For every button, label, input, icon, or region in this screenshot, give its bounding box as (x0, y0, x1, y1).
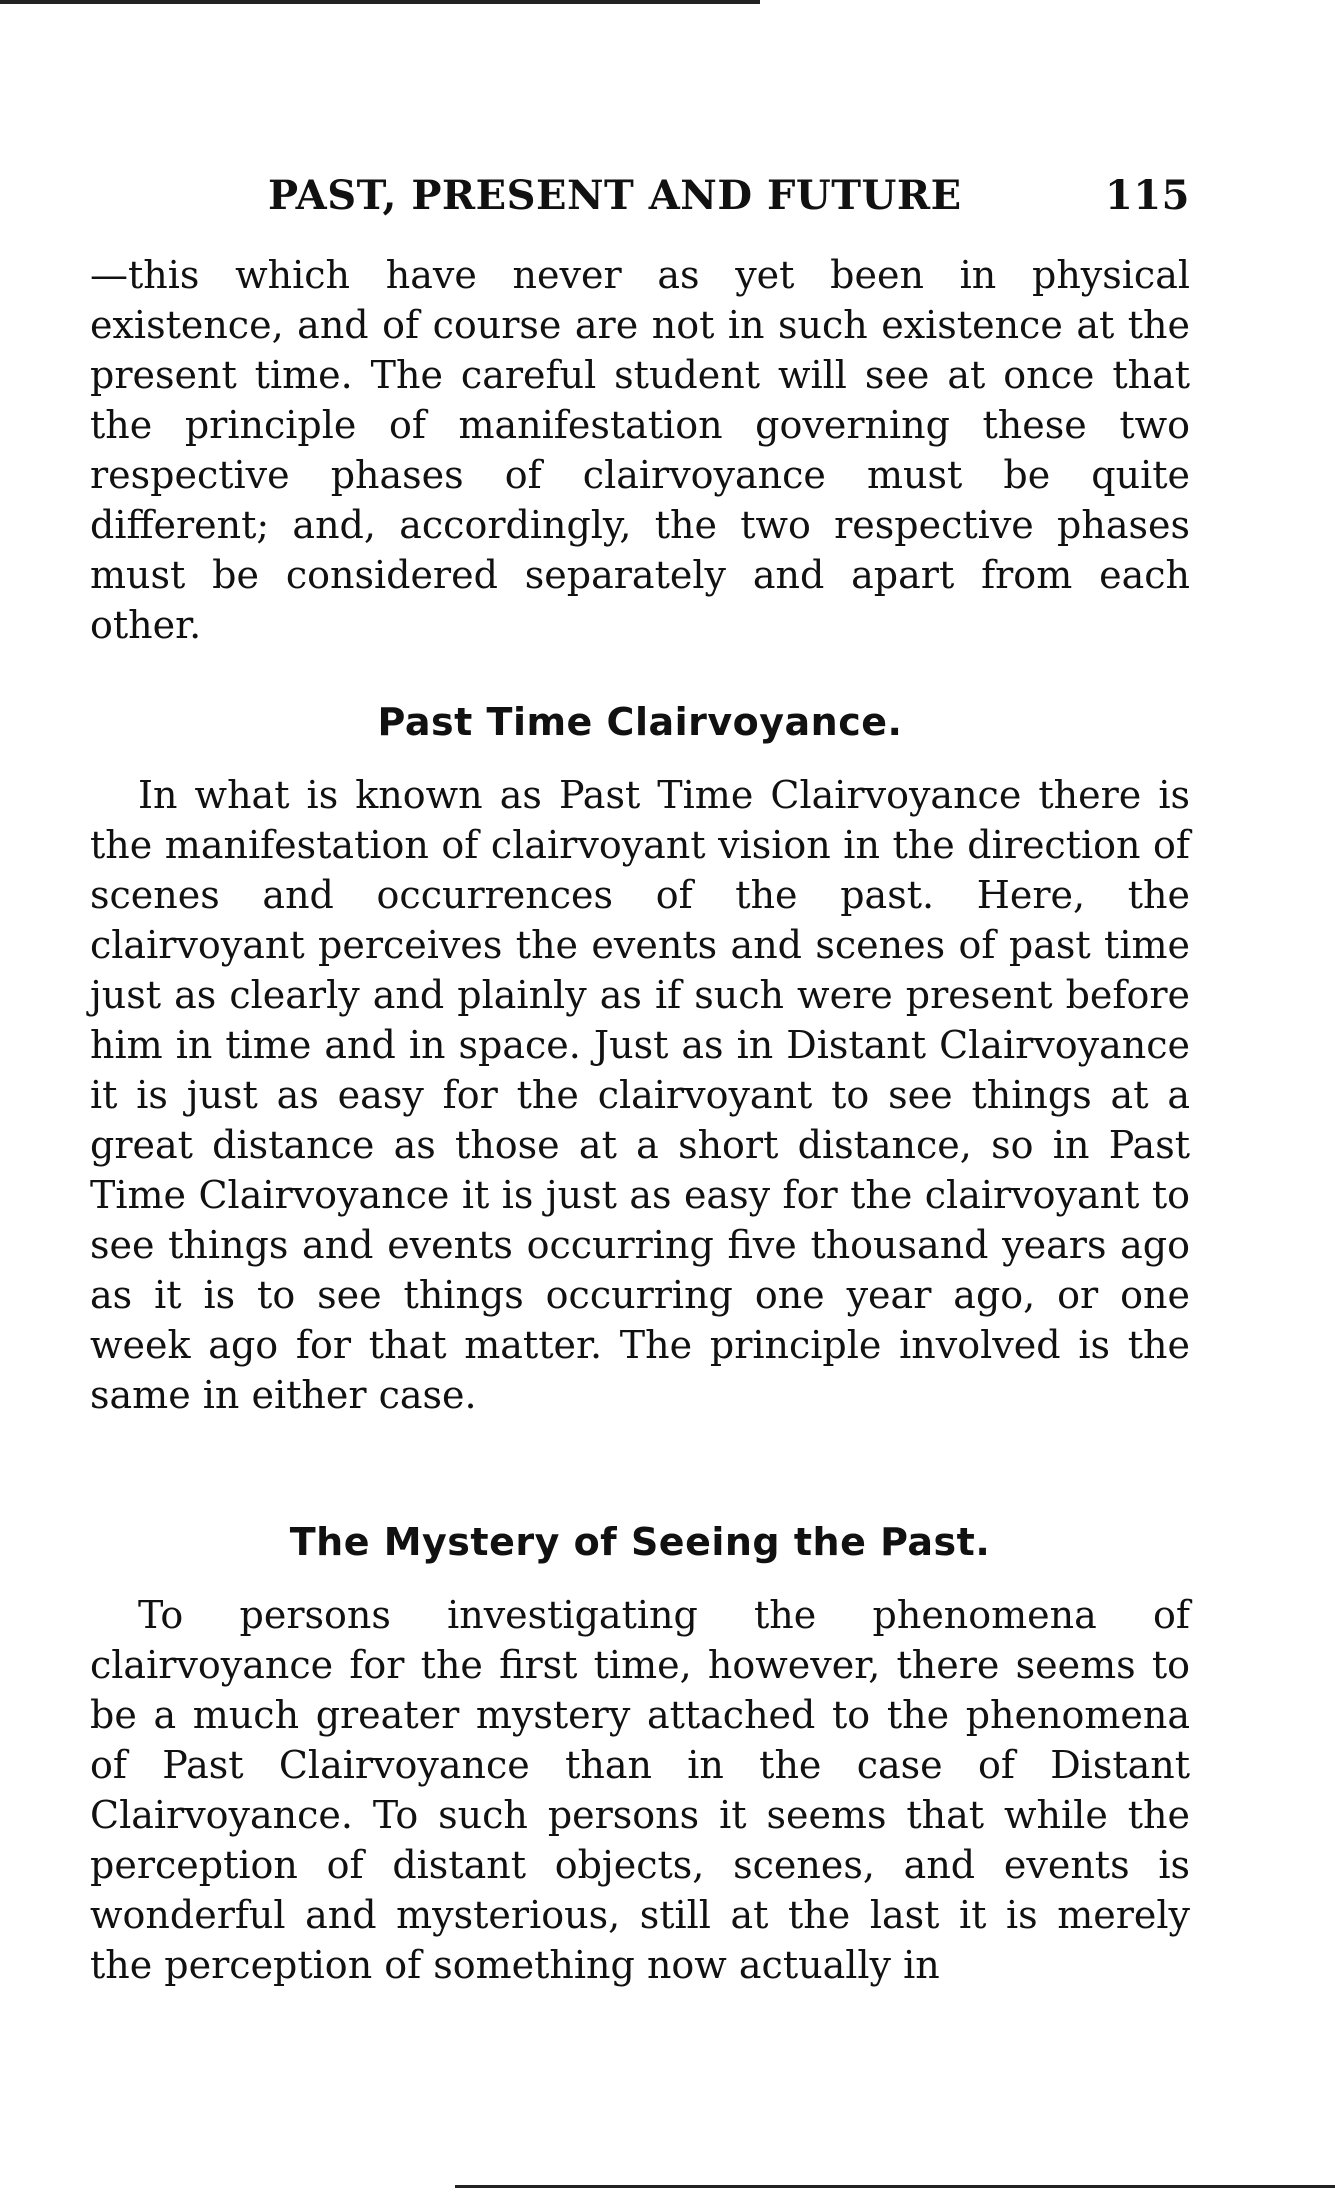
paragraph-block-3 (90, 1590, 1190, 1990)
page-edge-top (0, 0, 760, 4)
paragraph-block-2 (90, 770, 1190, 1420)
section-heading-mystery: The Mystery of Seeing the Past. (289, 1520, 991, 1564)
paragraph-3: To persons investigating the phenomena of clairvoyance for the first time, however, there seems to be a much greater mystery attached to the phenomena of Past Clairvoyance than in the case of Distant Clairvoyance. To such persons it seems that while the perception of distant objects, scenes, and events is wonderful and mysterious, still at the last it is merely the perception of something now actually in (90, 1593, 1190, 1987)
section-heading-past-time: Past Time Clairvoyance. (377, 700, 903, 744)
page-edge-bottom (455, 2185, 1335, 2188)
paragraph-1: —this which have never as yet been in physical existence, and of course are not in such existence at the present time. The careful student will see at once that the principle of manifestation governing these two respective phases of clairvoyance must be quite different; and, accordingly, the two respective phases must be considered separately and apart from each other. (90, 253, 1190, 647)
paragraph-2: In what is known as Past Time Clairvoyance there is the manifestation of clairvoyant vision in the direction of scenes and occurrences of the past. Here, the clairvoyant perceives the events and scenes of past time just as clearly and plainly as if such were present before him in time and in space. Just as in Distant Clairvoyance it is just as easy for the clairvoyant to see things at a great distance as those at a short distance, so in Past Time Clairvoyance it is just as easy for the clairvoyant to see things and events occurring five thousand years ago as it is to see things occurring one year ago, or one week ago for that matter. The principle involved is the same in either case. (90, 773, 1190, 1417)
paragraph-continuation (90, 250, 1190, 650)
running-title: PAST, PRESENT AND FUTURE (268, 172, 962, 219)
running-header (90, 172, 1190, 222)
page-number: 115 (1105, 172, 1190, 219)
